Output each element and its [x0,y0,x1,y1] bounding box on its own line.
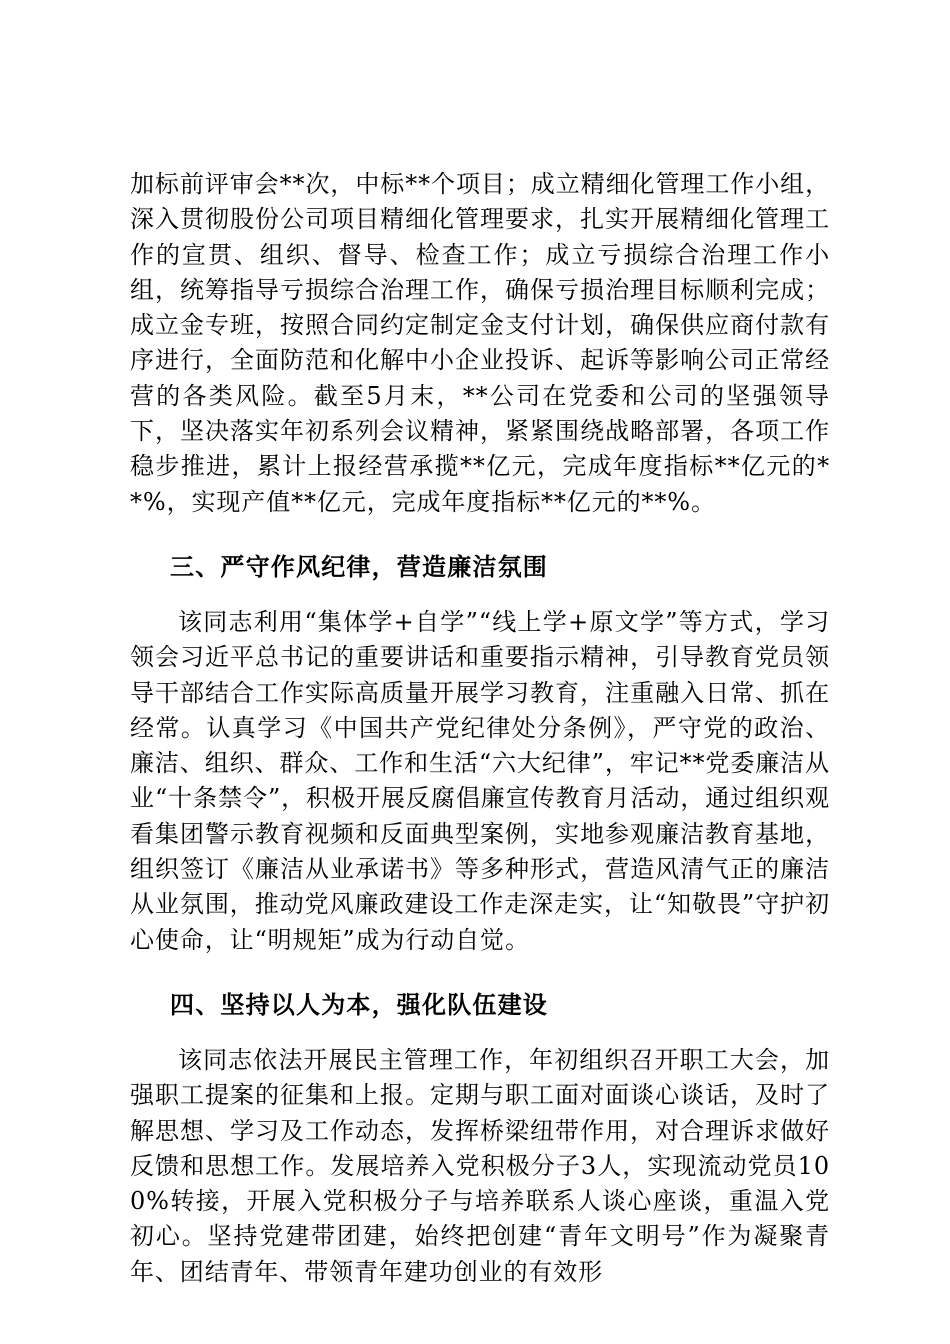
spacer [130,958,830,988]
section-heading-4: 四、坚持以人为本，强化队伍建设 [170,990,548,1019]
spacer [130,585,830,605]
section-heading-3: 三、严守作风纪律，营造廉洁氛围 [170,552,548,581]
paragraph-discipline: 该同志利用“集体学+自学”“线上学+原文学”等方式，学习领会习近平总书记的重要讲话和重要指示精神，引导教育党员领导干部结合工作实际高质量开展学习教育，注重融入日常、抓在经常。认真学习《中国共产党纪律处分条例》，严守党的政治、廉洁、组织、群众、工作和生活“六大纪律”，牢记**党委廉洁从业“十条禁令”，积极开展反腐倡廉宣传教育月活动，通过组织观看集团警示教育视频和反面典型案例，实地参观廉洁教育基地，组织签订《廉洁从业承诺书》等多种形式，营造风清气正的廉洁从业氛围，推动党风廉政建设工作走深走实，让“知敬畏”守护初心使命，让“明规矩”成为行动自觉。 [130,607,830,954]
document-page [130,167,830,1290]
spacer [130,520,830,550]
paragraph-team-building: 该同志依法开展民主管理工作，年初组织召开职工大会，加强职工提案的征集和上报。定期与职工面对面谈心谈话，及时了解思想、学习及工作动态，发挥桥梁纽带作用，对合理诉求做好反馈和思想工作。发展培养入党积极分子3人，实现流动党员100%转接，开展入党积极分子与培养联系人谈心座谈，重温入党初心。坚持党建带团建，始终把创建“青年文明号”作为凝聚青年、团结青年、带领青年建功创业的有效形 [130,1045,830,1286]
spacer [130,1023,830,1043]
paragraph-work-summary: 加标前评审会**次，中标**个项目；成立精细化管理工作小组，深入贯彻股份公司项目精细化管理要求，扎实开展精细化管理工作的宣贯、组织、督导、检查工作；成立亏损综合治理工作小组，统筹指导亏损综合治理工作，确保亏损治理目标顺利完成；成立金专班，按照合同约定制定金支付计划，确保供应商付款有序进行，全面防范和化解中小企业投诉、起诉等影响公司正常经营的各类风险。截至5月末，**公司在党委和公司的坚强领导下，坚决落实年初系列会议精神，紧紧围绕战略部署，各项工作稳步推进，累计上报经营承揽**亿元，完成年度指标**亿元的**%，实现产值**亿元，完成年度指标**亿元的**%。 [130,170,830,516]
